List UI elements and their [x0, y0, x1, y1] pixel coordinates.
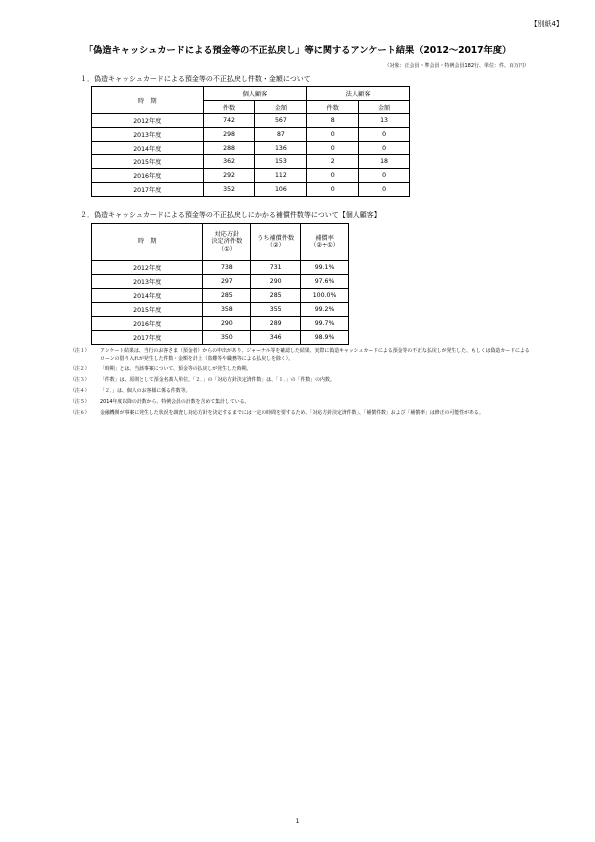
ind-count-header: 件数 — [203, 100, 255, 114]
note-label: （注５） — [70, 399, 90, 406]
ind-amount-header: 金額 — [255, 100, 307, 114]
annex-label: 【別紙4】 — [530, 20, 563, 28]
section2-heading: ２．偽造キャッシュカードによる預金等の不正払戻しにかかる補償件数等について【個人顧客】 — [80, 211, 381, 219]
rate-header-line: （②÷①） — [310, 242, 339, 249]
note-item — [70, 377, 530, 385]
compensated-cell: 289 — [251, 317, 301, 331]
note-item — [70, 399, 530, 407]
compensated-cell: 731 — [251, 261, 301, 275]
year-cell: 2014年度 — [92, 141, 204, 155]
ind-count-cell: 298 — [203, 128, 255, 142]
year-cell: 2012年度 — [92, 261, 203, 275]
individual-header: 個人顧客 — [203, 87, 307, 101]
rate-cell: 97.6% — [301, 275, 349, 289]
corp-amount-cell: 18 — [359, 155, 410, 169]
compensated-header-line: うち補償件数 — [257, 234, 295, 242]
note-label: （注４） — [70, 388, 90, 395]
notes-section — [70, 348, 530, 421]
table-row — [92, 155, 410, 169]
fraud-table — [91, 86, 410, 197]
page-title: 「偽造キャッシュカードによる預金等の不正払戻し」等に関するアンケート結果（2012～2017年度） — [83, 45, 512, 56]
corporate-header: 法人顧客 — [307, 87, 410, 101]
decided-header-line: （①） — [217, 245, 236, 253]
year-cell: 2014年度 — [92, 289, 203, 303]
compensated-cell: 290 — [251, 275, 301, 289]
year-cell: 2012年度 — [92, 114, 204, 128]
decided-cell: 297 — [203, 275, 251, 289]
corp-amount-cell: 0 — [359, 128, 410, 142]
compensated-header-line: （②） — [266, 242, 285, 249]
corp-amount-header: 金額 — [359, 100, 410, 114]
ind-count-cell: 742 — [203, 114, 255, 128]
rate-cell: 99.1% — [301, 261, 349, 275]
corp-count-cell: 0 — [307, 169, 359, 183]
table-row — [92, 182, 410, 196]
ind-amount-cell: 112 — [255, 169, 307, 183]
note-label: （注６） — [70, 410, 90, 417]
corp-count-header: 件数 — [307, 100, 359, 114]
rate-cell: 99.7% — [301, 317, 349, 331]
note-text: 「件数」は、原則として預金名義人単位。「２．」の「対応方針決定済件数」は、「１．」の「件数」の内数。 — [100, 377, 335, 384]
note-item — [70, 388, 530, 396]
year-cell: 2015年度 — [92, 303, 203, 317]
note-item — [70, 348, 530, 363]
ind-amount-cell: 87 — [255, 128, 307, 142]
corp-amount-cell: 0 — [359, 169, 410, 183]
table-row — [92, 114, 410, 128]
rate-cell: 100.0% — [301, 289, 349, 303]
period-header: 時 期 — [92, 224, 203, 261]
ind-amount-cell: 106 — [255, 182, 307, 196]
table-row — [92, 317, 349, 331]
decided-header-line: 決定済件数 — [211, 238, 243, 246]
note-label: （注１） — [70, 348, 90, 354]
corp-amount-cell: 0 — [359, 141, 410, 155]
table-row — [92, 331, 349, 345]
table-row — [92, 169, 410, 183]
note-item — [70, 410, 530, 418]
rate-cell: 99.2% — [301, 303, 349, 317]
page-number: 1 — [295, 818, 300, 825]
note-item — [70, 366, 530, 374]
rate-cell: 98.9% — [301, 331, 349, 345]
table-row — [92, 275, 349, 289]
table-row — [92, 128, 410, 142]
compensated-cell: 285 — [251, 289, 301, 303]
note-text: 「２．」は、個人のお客様に係る件数等。 — [100, 388, 191, 395]
ind-count-cell: 352 — [203, 182, 255, 196]
year-cell: 2015年度 — [92, 155, 204, 169]
ind-amount-cell: 136 — [255, 141, 307, 155]
decided-cell: 738 — [203, 261, 251, 275]
corp-count-cell: 8 — [307, 114, 359, 128]
year-cell: 2013年度 — [92, 275, 203, 289]
ind-count-cell: 288 — [203, 141, 255, 155]
year-cell: 2017年度 — [92, 331, 203, 345]
ind-amount-cell: 567 — [255, 114, 307, 128]
decided-header — [203, 224, 251, 261]
corp-amount-cell: 0 — [359, 182, 410, 196]
section1-heading: １．偽造キャッシュカードによる預金等の不正払戻し件数・金額について — [80, 75, 311, 83]
decided-cell: 290 — [203, 317, 251, 331]
compensated-cell: 355 — [251, 303, 301, 317]
ind-count-cell: 362 — [203, 155, 255, 169]
corp-count-cell: 0 — [307, 182, 359, 196]
ind-amount-cell: 153 — [255, 155, 307, 169]
note-label: （注２） — [70, 366, 90, 373]
table-row — [92, 261, 349, 275]
compensation-table — [91, 223, 349, 345]
decided-cell: 358 — [203, 303, 251, 317]
rate-header — [301, 224, 349, 261]
year-cell: 2013年度 — [92, 128, 204, 142]
corp-amount-cell: 13 — [359, 114, 410, 128]
corp-count-cell: 2 — [307, 155, 359, 169]
corp-count-cell: 0 — [307, 128, 359, 142]
table-row — [92, 289, 349, 303]
note-text: 「時期」とは、当該事案について、預金等の払戻しが発生した時期。 — [100, 366, 252, 373]
table-row — [92, 141, 410, 155]
compensated-header — [251, 224, 301, 261]
year-cell: 2017年度 — [92, 182, 204, 196]
scope-note: （対象：正会員・準会員・特例会員182行、単位：件、百万円） — [384, 63, 529, 69]
table-row — [92, 303, 349, 317]
note-label: （注３） — [70, 377, 90, 384]
ind-count-cell: 292 — [203, 169, 255, 183]
decided-cell: 285 — [203, 289, 251, 303]
note-text: 2014年度以降の計数から、特例会員の計数を含めて集計している。 — [100, 399, 250, 406]
decided-cell: 350 — [203, 331, 251, 345]
period-header: 時 期 — [92, 87, 204, 114]
decided-header-line: 対応方針 — [214, 230, 240, 238]
rate-header-line: 補償率 — [315, 234, 334, 242]
note-text: アンケート結果は、当行のお客さま（預金者）からの申出があり、ジャーナル等を確認した結果、実際に偽造キャッシュカードによる預金等の不正な払戻しが発生した、もしくは偽造カードによるローンの借り入れが発生した件数・金額を計上（盗難等や職務等による払戻しを除く）。 — [100, 348, 530, 362]
note-text: 金融機関が事案に発生した状況を調査し対応方針を決定するまでには一定の時間を要するため、「対応方針決定済件数」、「補償件数」および「補償率」は修正の可能性がある。 — [100, 410, 484, 417]
year-cell: 2016年度 — [92, 169, 204, 183]
compensated-cell: 346 — [251, 331, 301, 345]
year-cell: 2016年度 — [92, 317, 203, 331]
corp-count-cell: 0 — [307, 141, 359, 155]
